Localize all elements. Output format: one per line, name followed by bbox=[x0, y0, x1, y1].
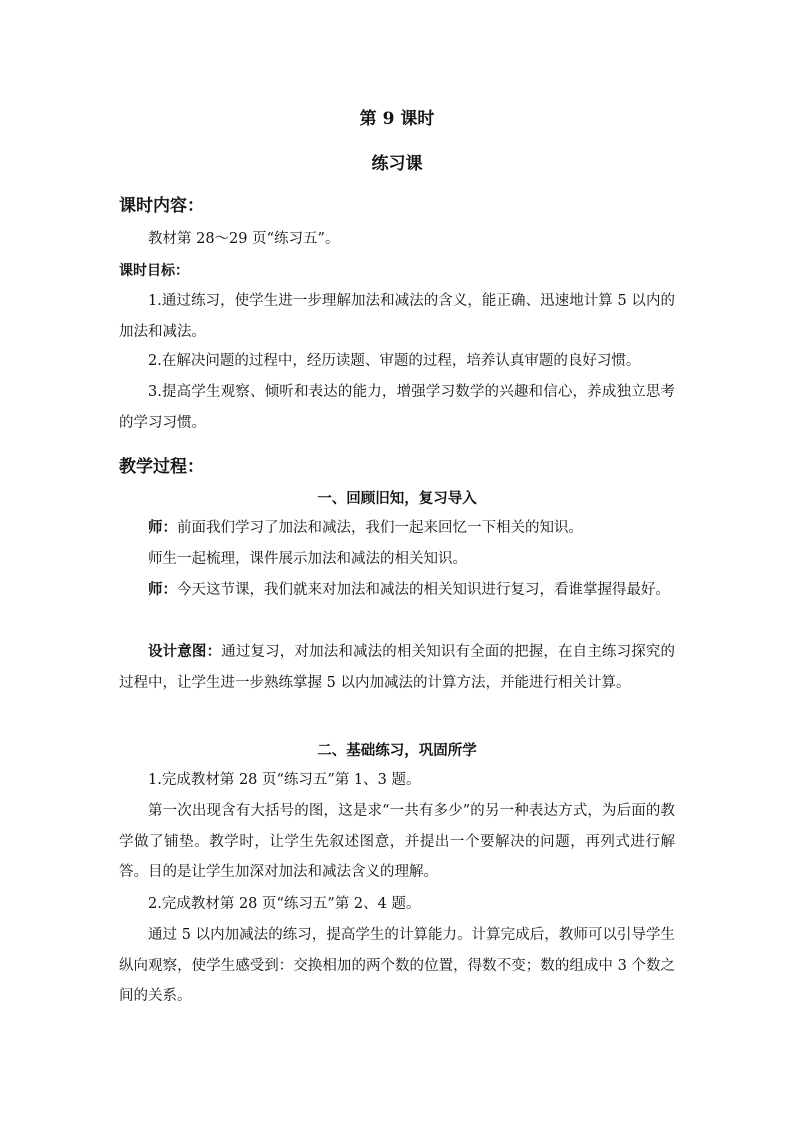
section2-heading: 二、基础练习，巩固所学 bbox=[317, 742, 477, 759]
paragraph-text: 今天这节课，我们就来对加法和减法的相关知识进行复习，看谁掌握得最好。 bbox=[177, 582, 670, 598]
section2-item-4: 通过 5 以内加减法的练习，提高学生的计算能力。计算完成后，教师可以引导学生纵向观察，使学生感受到：交换相加的两个数的位置，得数不变；数的组成中 3 个数之间的关系。 bbox=[119, 927, 675, 1004]
goal-item-2: 2.在解决问题的过程中，经历读题、审题的过程，培养认真审题的良好习惯。 bbox=[148, 353, 641, 369]
lesson-title: 第 9 课时 bbox=[359, 109, 435, 129]
section1-design-intent bbox=[119, 637, 675, 698]
speaker-label: 师： bbox=[148, 581, 177, 598]
section1-paragraph-2: 师生一起梳理，课件展示加法和减法的相关知识。 bbox=[148, 551, 467, 567]
goal-item-1: 1.通过练习，使学生进一步理解加法和减法的含义，能正确、迅速地计算 5 以内的加法和减法。 bbox=[119, 293, 675, 340]
section1-paragraph-1 bbox=[119, 513, 675, 544]
design-intent-label: 设计意图： bbox=[148, 643, 222, 660]
section1-heading: 一、回顾旧知，复习导入 bbox=[317, 490, 477, 507]
paragraph-text: 通过复习，对加法和减法的相关知识有全面的把握，在自主练习探究的过程中，让学生进一步熟练掌握 5 以内加减法的计算方法，并能进行相关计算。 bbox=[119, 644, 676, 691]
section2-item-2: 第一次出现含有大括号的图，这是求“一共有多少”的另一种表达方式，为后面的教学做了铺垫。教学时，让学生先叙述图意，并提出一个要解决的问题，再列式进行解答。目的是让学生加深对加法和减法含义的理解。 bbox=[119, 803, 675, 880]
section2-item-3: 2.完成教材第 28 页“练习五”第 2、4 题。 bbox=[148, 896, 421, 912]
speaker-label: 师： bbox=[148, 519, 177, 536]
content-heading: 课时内容： bbox=[119, 196, 204, 216]
goals-heading: 课时目标： bbox=[119, 263, 189, 279]
paragraph-text: 前面我们学习了加法和减法，我们一起来回忆一下相关的知识。 bbox=[177, 520, 583, 536]
content-text: 教材第 28～29 页“练习五”。 bbox=[148, 231, 340, 247]
goal-item-3: 3.提高学生观察、倾听和表达的能力，增强学习数学的兴趣和信心，养成独立思考的学习习惯。 bbox=[119, 384, 675, 431]
lesson-subtitle: 练习课 bbox=[371, 154, 423, 174]
section1-paragraph-3 bbox=[119, 575, 675, 606]
process-heading: 教学过程： bbox=[119, 457, 204, 477]
section2-item-1: 1.完成教材第 28 页“练习五”第 1、3 题。 bbox=[148, 772, 421, 788]
